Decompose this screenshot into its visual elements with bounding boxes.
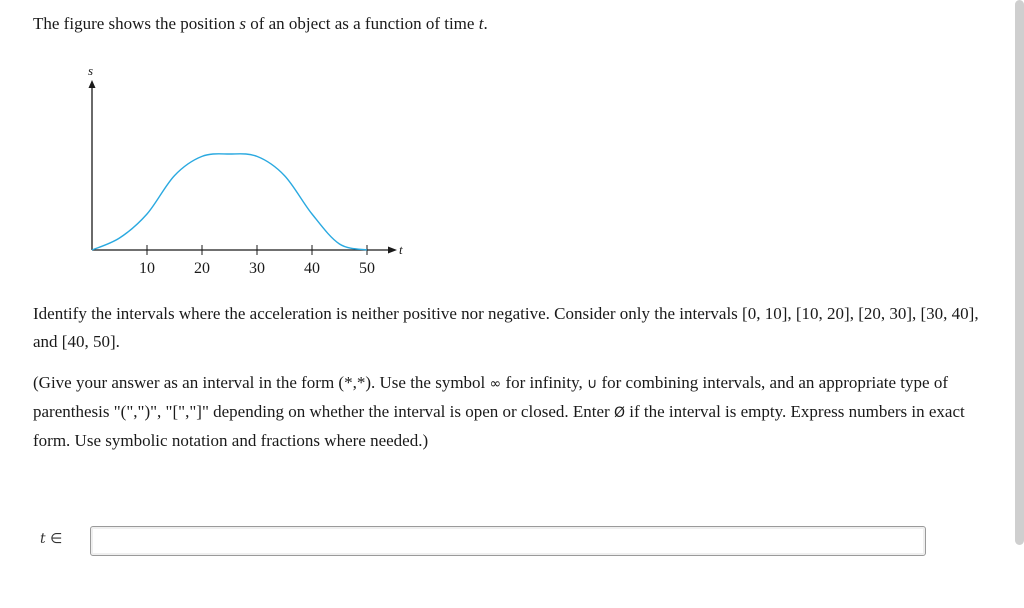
instructions-text: (Give your answer as an interval in the form (*,*). Use the symbol ∞ for infinity, ∪ for combining intervals, and an appropriate type of parenthesis "(",")", "[","]" depending on whether the interval is open or closed. Enter Ø if the interval is empty. Express numbers in exact form. Use symbolic notation and fractions where needed.) xyxy=(33,373,965,450)
y-axis-label: s xyxy=(88,63,94,78)
y-axis-arrow xyxy=(89,80,96,88)
x-axis-label: t xyxy=(399,242,403,257)
union-symbol: ∪ xyxy=(586,376,598,392)
x-tick-label-10: 10 xyxy=(139,260,155,277)
answer-variable-t: t xyxy=(40,531,46,547)
intro-variable-s: s xyxy=(239,14,246,33)
x-axis-arrow xyxy=(388,247,397,254)
element-of-symbol: ∈ xyxy=(50,531,63,547)
x-tick-label-50: 50 xyxy=(359,260,375,277)
intro-variable-t: t xyxy=(478,14,484,33)
chart-axes xyxy=(88,63,403,257)
intro-text: The figure shows the position s of an object as a function of time t. xyxy=(33,14,488,33)
position-time-chart xyxy=(80,60,420,285)
question-text: Identify the intervals where the acceleration is neither positive nor negative. Consider only the intervals [0, 10], [10, 20], [20, 30], [30, 40], and [40, 50]. xyxy=(33,304,979,351)
answer-label xyxy=(40,531,62,547)
x-tick-label-20: 20 xyxy=(194,260,210,277)
empty-set-symbol: Ø xyxy=(613,405,625,421)
infinity-symbol: ∞ xyxy=(489,376,502,392)
scrollbar[interactable] xyxy=(1015,0,1024,545)
chart-series xyxy=(92,154,367,250)
series-line-position xyxy=(92,154,367,250)
x-tick-label-30: 30 xyxy=(249,260,265,277)
answer-input[interactable] xyxy=(90,526,926,556)
x-tick-label-40: 40 xyxy=(304,260,320,277)
